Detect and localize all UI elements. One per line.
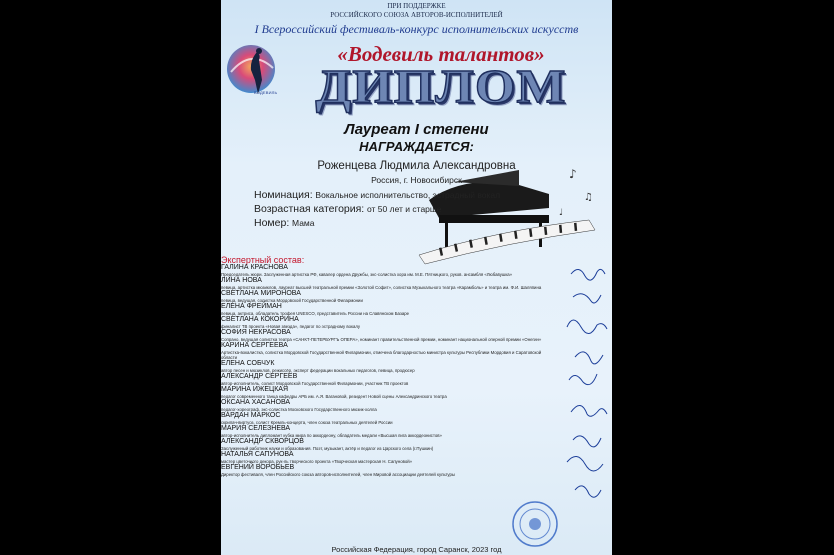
awarded-heading: НАГРАЖДАЕТСЯ: [359,139,474,154]
jury-member-name: СВЕТЛАНА КОКОРИНА [221,316,299,323]
jury-member [221,303,551,316]
jury-member [221,329,551,342]
jury-list [221,264,551,477]
jury-member-description: Сопрано, ведущая солистка театра «САНКТ-ПЕТЕРБУРГЪ ОПЕРА», номинант правительственной премии, номинант национальной оперной премии «Онегин» [221,336,542,342]
number-value: Мама [292,218,315,228]
jury-member [221,373,551,386]
jury-member-description: Директор фестиваля, член Российского союза авторов-исполнителей, член Мировой ассоциации деятелей культуры [221,472,456,477]
jury-member-name: ЕВГЕНИЙ ВОРОБЬЕВ [221,464,295,472]
jury-member-name: ЕЛЕНА СОБЧУК [221,360,275,368]
jury-member-description: Заслуженный работник науки и образования. Поэт, музыкант, актёр и педагог из Царского села (г.Пушкин) [221,446,434,451]
jury-member [221,277,551,290]
svg-text:♪: ♪ [569,167,577,181]
jury-member [221,425,551,438]
festival-line: I Всероссийский фестиваль-конкурс исполнительских искусств [254,22,579,36]
age-value: от 50 лет и старше [367,204,442,214]
jury-member [221,464,551,477]
jury-member [221,412,551,425]
jury-member-description: певица, ведущая, солистка Мордовской Государственной Филармонии [221,297,363,303]
jury-member [221,386,551,399]
jury-member-description: финалист ТВ проекта «Новая звезда», педагог по эстрадному вокалу [221,323,361,329]
jury-member-description: автор-исполнитель, солист Мордовской Государственной Филармонии, участник ТВ проектов [221,381,409,386]
laureate-degree: Лауреат I степени [344,121,489,138]
support-line: ПРИ ПОДДЕРЖКЕ [387,2,446,10]
nomination-row [254,189,500,201]
jury-member-description: педагог современного танца кафедры АРБ им. А.Я. Вагановой, резидент Новой сцены Александринского театра [221,394,447,399]
jury-member-name: МАРИНА ИЖЕЦКАЯ [221,386,289,394]
jury-member [221,438,551,451]
jury-member-name: КАРИНА СЕРГЕЕВА [221,342,288,349]
jury-member [221,360,551,373]
jury-member-description: Председатель жюри. Заслуженная артистка РФ, кавалер ордена Дружбы, экс-солистка хора им. М.Е. Пятницкого, руков. ансамбля «Любавушка» [221,271,513,277]
jury-member [221,342,551,360]
number-label: Номер: [254,217,290,229]
jury-member-name: ГАЛИНА КРАСНОВА [221,264,288,271]
jury-member [221,290,551,303]
jury-member-name: АЛЕКСАНДР СКВОРЦОВ [221,438,304,446]
jury-member-description: педагог-хореограф, экс-солистка Московского Государственного мюзик-холла [221,407,377,412]
jury-title: Экспертный состав: [221,255,305,265]
jury-member-name: СОФИЯ НЕКРАСОВА [221,329,291,336]
jury-member-name: ВАРДАН МАРКОС [221,412,281,420]
age-row [254,203,441,215]
diploma-title: ДИПЛОМ [315,61,567,114]
age-label: Возрастная категория: [254,203,365,215]
jury-member-description: автор-исполнитель дипломант кубка мира по аккордеону, обладатель медали «Высшая лига аккордеонистов» [221,433,442,438]
recipient-name: Роженцева Людмила Александровна [317,160,516,172]
jury-member-description: Артистка-вокалистка, солистка Мордовской Государственной Филармонии, отмечена благодарностью министра культуры Республики Мордовия и Саратовской области [221,349,542,360]
stamp-icon [511,500,559,548]
svg-text:♫: ♫ [584,192,593,203]
jury-member-name: ЕЛЕНА ФРЕЙМАН [221,303,282,310]
footer-place-year: Российская Федерация, город Саранск, 2023 год [331,545,502,554]
jury-member [221,264,551,277]
jury-member-description: автор песен и мюзиклов, режиссёр, эксперт федерации вокальных педагогов, певица, продюсер [221,368,415,373]
jury-member-name: ЛИНА НОВА [221,277,262,284]
nomination-label: Номинация: [254,189,313,201]
logo-label: ВОДЕВИЛЬ [254,90,278,95]
jury-member-description: мастер цветочного декора, рук-ль творческого проекта «Творческая мастерская Н. Сапуновой» [221,459,413,464]
jury-member-name: СВЕТЛАНА МИРОНОВА [221,290,301,297]
nomination-value: Вокальное исполнительство, эстрадный вокал [315,190,501,200]
diploma-sheet [221,0,612,555]
svg-text:♩: ♩ [559,208,564,218]
support-org: РОССИЙСКОГО СОЮЗА АВТОРОВ-ИСПОЛНИТЕЛЕЙ [330,11,503,19]
jury-member-description: певица, актриса, обладатель трофея UNESCO, представитель России на Славянском Базаре [221,310,409,316]
jury-member-name: ОКСАНА ХАСАНОВА [221,399,291,407]
jury-member [221,316,551,329]
jury-member [221,399,551,412]
number-row [254,217,315,229]
jury-member-name: МАРИЯ СЕЛЕЗНЕВА [221,425,291,433]
recipient-location: Россия, г. Новосибирск [371,175,462,185]
jury-member-description: скрипач-виртуоз, солист Кремль-концерта, член союза театральных деятелей России [221,420,393,425]
jury-member-description: певица, артистка мюзиклов, лауреат высшей театральной премии «Золотой Софит», солистка Музыкального театра «Карамболь» и театра им. Ф.И. Шаляпина [221,284,542,290]
signatures-column [561,262,611,512]
festival-name: «Водевиль талантов» [337,42,545,66]
jury-member-name: АЛЕКСАНДР СЕРГЕЕВ [221,373,298,381]
jury-member-name: НАТАЛЬЯ САПУНОВА [221,451,294,459]
jury-member [221,451,551,464]
